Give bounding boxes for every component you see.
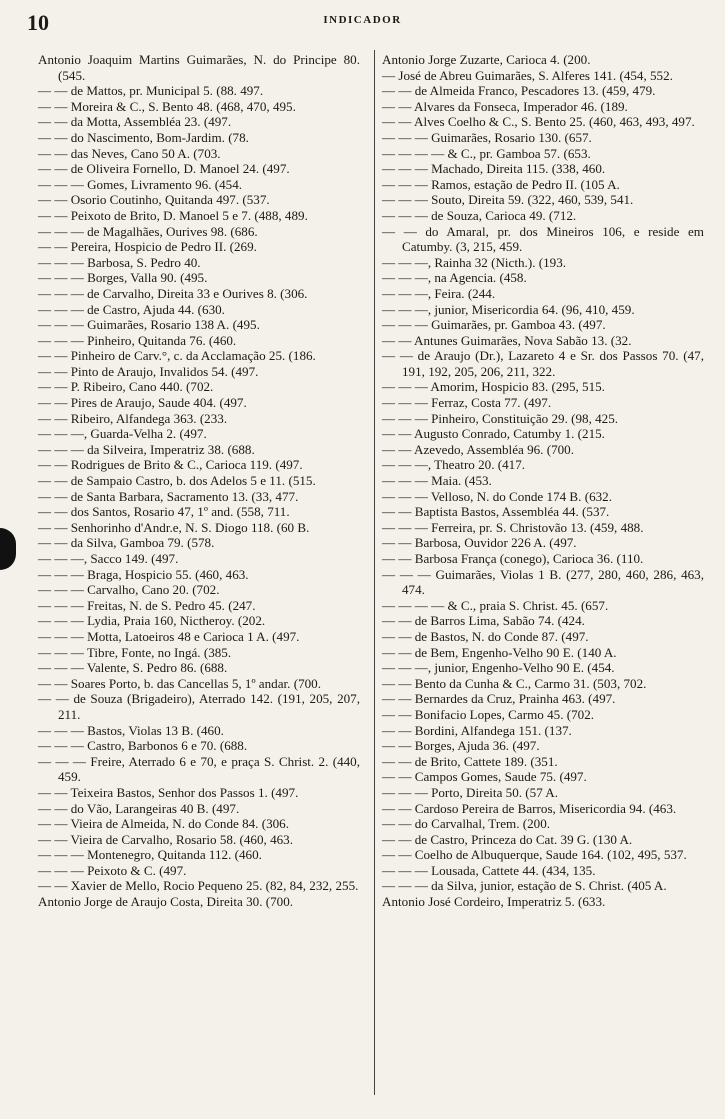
directory-entry: — — de Bastos, N. do Conde 87. (497.: [382, 628, 589, 644]
directory-entry: — — Ribeiro, Alfandega 363. (233.: [38, 410, 228, 426]
directory-entry: — — Baptista Bastos, Assembléa 44. (537.: [382, 504, 610, 520]
directory-entry: — — Alves Coelho & C., S. Bento 25. (460, 463, 493, 497.: [382, 114, 695, 130]
directory-entry: — — — Pinheiro, Quitanda 76. (460.: [38, 332, 237, 348]
directory-entry: — — de Santa Barbara, Sacramento 13. (33, 477.: [38, 488, 299, 504]
directory-entry: Antonio Joaquim Martins Guimarães, N. do Principe 80. (545.: [38, 52, 360, 83]
directory-entry: — — Borges, Ajuda 36. (497.: [382, 738, 540, 754]
directory-entry: — — de Mattos, pr. Municipal 5. (88. 497.: [38, 83, 264, 99]
directory-entry: — — Augusto Conrado, Catumby 1. (215.: [382, 426, 605, 442]
directory-entry: — — — Pinheiro, Constituição 29. (98, 425.: [382, 410, 619, 426]
directory-entry: — — — — & C., pr. Gamboa 57. (653.: [382, 145, 591, 161]
directory-entry: — — — Maia. (453.: [382, 473, 492, 489]
directory-entry: — — dos Santos, Rosario 47, 1º and. (558, 711.: [38, 504, 290, 520]
directory-entry: — — das Neves, Cano 50 A. (703.: [38, 145, 221, 161]
directory-entry: — — — Castro, Barbonos 6 e 70. (688.: [38, 738, 248, 754]
directory-entry: — — — Ferraz, Costa 77. (497.: [382, 395, 552, 411]
directory-entry: — — do Nascimento, Bom-Jardim. (78.: [38, 129, 249, 145]
directory-entry: — — — Borges, Valla 90. (495.: [38, 270, 208, 286]
directory-entry: — — Coelho de Albuquerque, Saude 164. (102, 495, 537.: [382, 847, 687, 863]
directory-entry: — — de Barros Lima, Sabão 74. (424.: [382, 613, 585, 629]
directory-entry: — — — Guimarães, Rosario 130. (657.: [382, 129, 592, 145]
directory-entry: — — — Amorim, Hospicio 83. (295, 515.: [382, 379, 605, 395]
directory-entry: — — —, Sacco 149. (497.: [38, 551, 179, 566]
directory-entry: — — da Silva, Gamboa 79. (578.: [38, 535, 215, 551]
directory-entry: — — — da Silveira, Imperatriz 38. (688.: [38, 441, 255, 457]
left-column: [38, 52, 360, 910]
directory-entry: — — —, Theatro 20. (417.: [382, 457, 526, 473]
page-number: 10: [27, 10, 49, 35]
directory-entry: — — — Barbosa, S. Pedro 40.: [38, 254, 201, 270]
column-divider: [374, 50, 375, 1095]
directory-entry: — — Soares Porto, b. das Cancellas 5, 1º andar. (700.: [38, 675, 321, 691]
directory-entry: — — Barbosa França (conego), Carioca 36. (110.: [382, 551, 644, 566]
directory-entry: — — — Guimarães, pr. Gamboa 43. (497.: [382, 317, 606, 333]
directory-entry: — — — Machado, Direita 115. (338, 460.: [382, 161, 606, 177]
directory-entry: — — — Guimarães, Rosario 138 A. (495.: [38, 317, 260, 333]
directory-entry: — — Cardoso Pereira de Barros, Misericordia 94. (463.: [382, 800, 677, 816]
directory-entry: — — Bordini, Alfandega 151. (137.: [382, 722, 572, 738]
directory-entry: — — Bernardes da Cruz, Prainha 463. (497.: [382, 691, 616, 707]
binding-hole-mark: [0, 528, 16, 570]
directory-entry: — — P. Ribeiro, Cano 440. (702.: [38, 379, 214, 395]
directory-entry: — — — Gomes, Livramento 96. (454.: [38, 176, 243, 192]
directory-entry: — — Peixoto de Brito, D. Manoel 5 e 7. (488, 489.: [38, 207, 308, 223]
directory-entry: — — — Velloso, N. do Conde 174 B. (632.: [382, 488, 612, 504]
directory-entry: — — — de Souza, Carioca 49. (712.: [382, 207, 577, 223]
directory-entry: — — — de Carvalho, Direita 33 e Ourives 8. (306.: [38, 285, 308, 301]
directory-entry: — — da Motta, Assembléa 23. (497.: [38, 114, 232, 130]
directory-entry: — — — Lousada, Cattete 44. (434, 135.: [382, 862, 596, 878]
directory-entry: — — —, Rainha 32 (Nicth.). (193.: [382, 254, 567, 270]
directory-entry: — — — Motta, Latoeiros 48 e Carioca 1 A. (497.: [38, 628, 300, 644]
directory-entry: — — — Tibre, Fonte, no Ingá. (385.: [38, 644, 232, 660]
directory-entry: — — Xavier de Mello, Rocio Pequeno 25. (82, 84, 232, 255.: [38, 878, 359, 894]
directory-entry: — — Pires de Araujo, Saude 404. (497.: [38, 395, 247, 411]
right-column: [382, 52, 704, 910]
directory-entry: — — — da Silva, junior, estação de S. Christ. (405 A.: [382, 878, 667, 894]
directory-entry: — — — Ferreira, pr. S. Christovão 13. (459, 488.: [382, 519, 644, 535]
directory-entry: — — — Braga, Hospicio 55. (460, 463.: [38, 566, 249, 582]
directory-entry: — José de Abreu Guimarães, S. Alferes 141. (454, 552.: [382, 67, 673, 83]
directory-entry: — — —, Guarda-Velha 2. (497.: [38, 426, 207, 442]
directory-entry: — — — Lydia, Praia 160, Nictheroy. (202.: [38, 613, 266, 629]
directory-entry: — — — Porto, Direita 50. (57 A.: [382, 784, 559, 800]
directory-entry: — — de Araujo (Dr.), Lazareto 4 e Sr. dos Passos 70. (47, 191, 192, 205, 206, 211, 322.: [382, 348, 704, 379]
directory-entry: — — —, Feira. (244.: [382, 285, 496, 301]
directory-entry: Antonio José Cordeiro, Imperatriz 5. (633.: [382, 894, 606, 910]
directory-entry: — — — Ramos, estação de Pedro II. (105 A.: [382, 176, 620, 192]
directory-entry: Antonio Jorge Zuzarte, Carioca 4. (200.: [382, 52, 591, 67]
directory-entry: — — de Souza (Brigadeiro), Aterrado 142. (191, 205, 207, 211.: [38, 691, 360, 722]
directory-entry: — — de Sampaio Castro, b. dos Adelos 5 e 11. (515.: [38, 473, 316, 489]
directory-entry: — — de Bem, Engenho-Velho 90 E. (140 A.: [382, 644, 617, 660]
directory-entry: — — Rodrigues de Brito & C., Carioca 119. (497.: [38, 457, 303, 473]
page-header: [0, 0, 725, 40]
directory-entry: — — — — & C., praia S. Christ. 45. (657.: [382, 597, 609, 613]
directory-entry: — — Moreira & C., S. Bento 48. (468, 470, 495.: [38, 98, 296, 114]
directory-entry: — — Vieira de Almeida, N. do Conde 84. (306.: [38, 816, 289, 832]
directory-entry: — — Bento da Cunha & C., Carmo 31. (503, 702.: [382, 675, 647, 691]
directory-entry: — — do Carvalhal, Trem. (200.: [382, 816, 551, 832]
directory-entry: — — de Almeida Franco, Pescadores 13. (459, 479.: [382, 83, 656, 99]
directory-entry: — — Vieira de Carvalho, Rosario 58. (460, 463.: [38, 831, 293, 847]
directory-entry: — — Pinheiro de Carv.°, c. da Acclamação 25. (186.: [38, 348, 316, 364]
directory-entry: — — do Vão, Larangeiras 40 B. (497.: [38, 800, 240, 816]
directory-entry: — — — de Castro, Ajuda 44. (630.: [38, 301, 225, 317]
directory-entry: — — —, junior, Engenho-Velho 90 E. (454.: [382, 660, 615, 676]
page-title: INDICADOR: [323, 14, 402, 26]
directory-entry: — — Pereira, Hospicio de Pedro II. (269.: [38, 239, 257, 255]
directory-entry: — — — Guimarães, Violas 1 B. (277, 280, 460, 286, 463, 474.: [382, 566, 704, 598]
directory-entry: — — — Freitas, N. de S. Pedro 45. (247.: [38, 597, 256, 613]
directory-entry: — — Campos Gomes, Saude 75. (497.: [382, 769, 587, 785]
directory-entry: — — — Souto, Direita 59. (322, 460, 539, 541.: [382, 192, 634, 208]
directory-entry: — — Antunes Guimarães, Nova Sabão 13. (32.: [382, 332, 632, 348]
directory-entry: — — —, junior, Misericordia 64. (96, 410, 459.: [382, 301, 635, 317]
directory-entry: — — do Amaral, pr. dos Mineiros 106, e reside em Catumby. (3, 215, 459.: [382, 223, 704, 255]
directory-entry: — — Bonifacio Lopes, Carmo 45. (702.: [382, 706, 595, 722]
directory-entry: — — — de Magalhães, Ourives 98. (686.: [38, 223, 258, 239]
directory-entry: — — Alvares da Fonseca, Imperador 46. (189.: [382, 98, 628, 114]
directory-entry: — — — Freire, Aterrado 6 e 70, e praça S. Christ. 2. (440, 459.: [38, 753, 360, 785]
directory-entry: — — — Bastos, Violas 13 B. (460.: [38, 722, 224, 738]
directory-entry: — — Pinto de Araujo, Invalidos 54. (497.: [38, 363, 259, 379]
directory-entry: — — Barbosa, Ouvidor 226 A. (497.: [382, 535, 577, 551]
directory-entry: — — — Montenegro, Quitanda 112. (460.: [38, 847, 262, 863]
directory-entry: — — Teixeira Bastos, Senhor dos Passos 1. (497.: [38, 784, 299, 800]
directory-entry: — — Senhorinho d'Andr.e, N. S. Diogo 118. (60 B.: [38, 519, 310, 535]
directory-entry: — — — Peixoto & C. (497.: [38, 862, 187, 878]
directory-entry: — — — Valente, S. Pedro 86. (688.: [38, 660, 228, 676]
directory-entry: Antonio Jorge de Araujo Costa, Direita 30. (700.: [38, 894, 294, 910]
directory-entry: — — de Brito, Cattete 189. (351.: [382, 753, 558, 769]
directory-entry: — — de Castro, Princeza do Cat. 39 G. (130 A.: [382, 831, 633, 847]
directory-entry: — — Azevedo, Assembléa 96. (700.: [382, 441, 575, 457]
directory-entry: — — —, na Agencia. (458.: [382, 270, 527, 286]
directory-entry: — — de Oliveira Fornello, D. Manoel 24. (497.: [38, 161, 290, 177]
directory-entry: — — Osorio Coutinho, Quitanda 497. (537.: [38, 192, 270, 208]
directory-entry: — — — Carvalho, Cano 20. (702.: [38, 582, 220, 598]
